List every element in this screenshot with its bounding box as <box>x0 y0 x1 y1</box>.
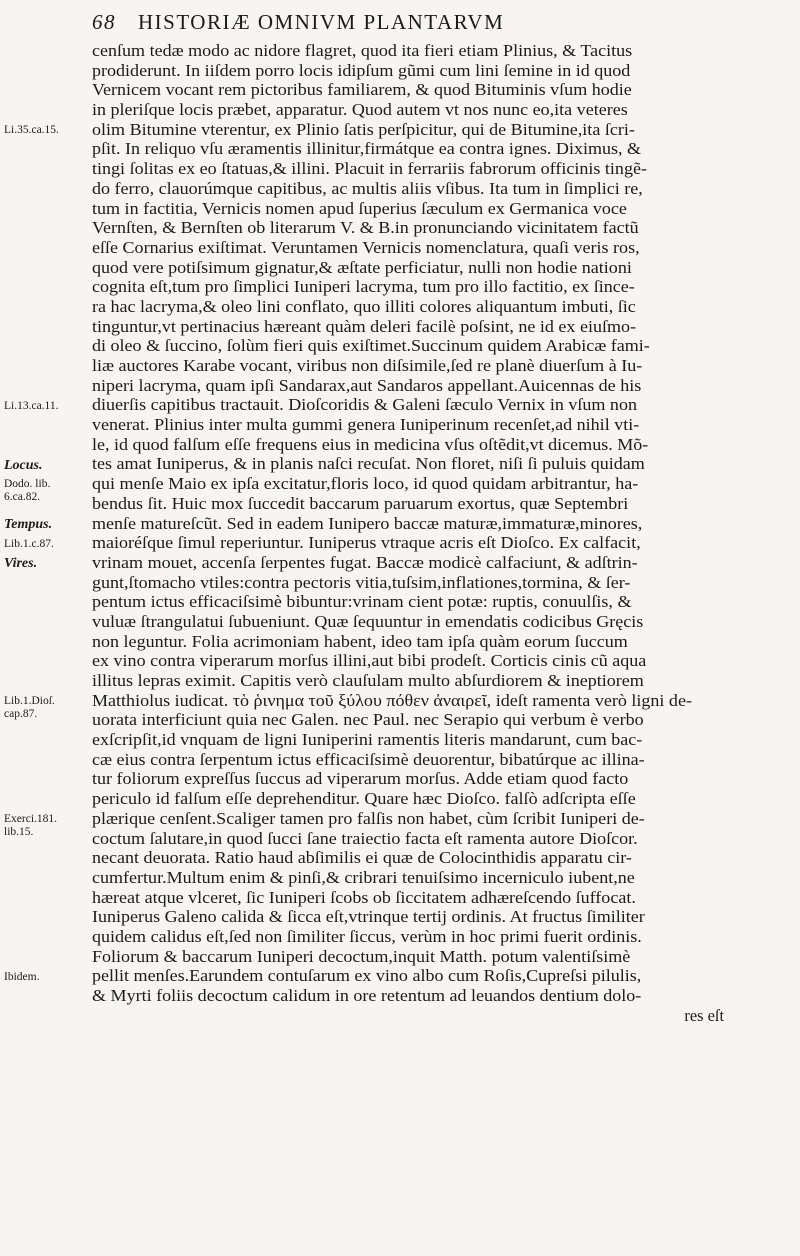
text-line: prodiderunt. In iiſdem porro locis idipſum gũmi cum lini ſemine in id quod <box>92 60 631 80</box>
margin-note: Tempus. <box>4 516 53 532</box>
text-line: periculo id falſum eſſe deprehenditur. Quare hæc Dioſco. falſò adſcripta eſſe <box>92 789 636 809</box>
text-line: quod vere potiſsimum gignatur,& æſtate perficiatur, nulli non hodie nationi <box>92 257 632 277</box>
text-line: quidem calidus eſt,ſed non ſimiliter ſiccus, verùm in hoc primi fuerit ordinis. <box>92 926 642 946</box>
text-line: Matthiolus iudicat. τὸ ῥινημα τοῦ ξύλου πόθεν ἀναιρεῖ, ideſt ramenta verò ligni de- <box>92 690 692 710</box>
text-line: tinguntur,vt pertinacius hæreant quàm deleri facilè poſsint, ne id ex eiuſmo- <box>92 316 637 336</box>
text-line: cæ eius contra ſerpentum ictus efficaciſsimè deuorentur, bibatúrque ac illina- <box>92 749 645 769</box>
text-line: menſe matureſcũt. Sed in eadem Iunipero baccæ maturæ,immaturæ,minores, <box>92 513 643 533</box>
text-line: cumfertur.Multum enim & pinſi,& cribrari tenuiſsimo incerniculo iubent,ne <box>92 867 635 887</box>
margin-note: Li.13.ca.11. <box>4 399 59 412</box>
text-line: maioréſque ſimul reperiuntur. Iuniperus vtraque acris eſt Dioſco. Ex calfacit, <box>92 533 641 553</box>
text-line: res eſt <box>684 1005 724 1025</box>
margin-note: Vires. <box>4 556 38 572</box>
text-line: pellit menſes.Earundem contuſarum ex vino albo cum Roſis,Cupreſsi pilulis, <box>92 966 642 986</box>
text-line: qui menſe Maio ex ipſa excitatur,floris loco, id quod quidam arbitrantur, ha- <box>92 474 639 494</box>
text-line: Vernſten, & Bernſten ob literarum V. & B.in pronunciando vicinitatem factũ <box>92 218 639 238</box>
text-line: pſit. In reliquo vſu æramentis illinitur,firmátque ea contra ignes. Diximus, & <box>92 139 642 159</box>
text-line: bendus ſit. Huic mox ſuccedit baccarum paruarum exortus, quæ Septembri <box>92 493 629 513</box>
margin-note: Li.35.ca.15. <box>4 123 59 136</box>
margin-note: Lib.1.Dioſ. cap.87. <box>4 695 55 721</box>
text-line: tum in factitia, Vernicis nomen apud ſuperius ſæculum ex Germanica voce <box>92 198 627 218</box>
text-line: do ferro, clauorúmque capitibus, ac multis aliis vſibus. Ita tum in ſimplici re, <box>92 178 643 198</box>
page-number: 68 <box>92 10 116 34</box>
text-line: uorata interficiunt quia nec Galen. nec Paul. nec Serapio qui verbum è verbo <box>92 710 644 730</box>
text-line: non leguntur. Folia acrimoniam habent, ideo tam ipſa quàm eorum ſuccum <box>92 631 628 651</box>
text-line: olim Bitumine vterentur, ex Plinio ſatis perſpicitur, qui de Bitumine,ita ſcri- <box>92 119 635 139</box>
margin-note: Locus. <box>4 457 43 473</box>
text-line: in pleriſque locis præbet, apparatur. Quod autem vt nos nunc eo,ita veteres <box>92 100 628 120</box>
text-line: & Myrti foliis decoctum calidum in ore retentum ad leuandos dentium dolo- <box>92 986 642 1005</box>
text-line: tur foliorum expreſſus ſuccus ad viperarum morſus. Adde etiam quod facto <box>92 769 629 789</box>
text-line: exſcripſit,id vnquam de ligni Iuniperini ramentis literis mandarunt, cum bac- <box>92 730 643 750</box>
body-text <box>92 41 724 1025</box>
margin-note: Ibidem. <box>4 970 40 983</box>
text-line: eſſe Cornarius exiſtimat. Veruntamen Vernicis nomenclatura, quaſi veris ros, <box>92 237 640 257</box>
text-line: niperi lacryma, quam ipſi Sandarax,aut Sandaros appellant.Auicennas de his <box>92 375 642 395</box>
text-line: ex vino contra viperarum morſus illini,aut bibi prodeſt. Corticis cinis cũ aqua <box>92 651 647 671</box>
text-line: pentum ictus efficaciſsimè bibuntur:vrinam cient potæ: ruptis, conuulſis, & <box>92 592 632 612</box>
text-line: coctum ſalutare,in quod ſucci ſane traiectio facta eſt ramenta autore Dioſcor. <box>92 828 638 848</box>
running-title: HISTORIÆ OMNIVM PLANTARVM <box>138 10 505 34</box>
text-line: hæreat atque vlceret, ſic Iuniperi ſcobs ob ſiccitatem adhæreſcendo ſuffocat. <box>92 887 636 907</box>
margin-note: Dodo. lib. 6.ca.82. <box>4 478 51 504</box>
text-line: venerat. Plinius inter multa gummi genera Iuniperinum recenſet,ad nihil vti- <box>92 415 640 435</box>
text-line: Vernicem vocant rem pictoribus familiarem, & quod Bituminis vſum hodie <box>92 80 632 100</box>
text-line: Iuniperus Galeno calida & ſicca eſt,vtrinque tertij ordinis. At fructus ſimiliter <box>92 907 645 927</box>
text-line: gunt,ſtomacho vtiles:contra pectoris vitia,tuſsim,inflationes,tormina, & ſer- <box>92 572 631 592</box>
text-line: vrinam mouet, accenſa ſerpentes fugat. Baccæ modicè calfaciunt, & adſtrin- <box>92 552 638 572</box>
text-line: diuerſis capitibus tractauit. Dioſcoridis & Galeni ſæculo Vernix in vſum non <box>92 395 637 415</box>
page-header <box>92 10 742 36</box>
text-line: tes amat Iuniperus, & in planis naſci recuſat. Non floret, niſi ſi puluis quidam <box>92 454 645 474</box>
text-line: illitus lepras eximit. Capitis verò clauſulam multo abſurdiorem & ineptiorem <box>92 671 644 690</box>
text-line: Foliorum & baccarum Iuniperi decoctum,inquit Matth. potum valentiſsimè <box>92 946 631 966</box>
margin-note: Lib.1.c.87. <box>4 537 54 550</box>
margin-note: Exerci.181. lib.15. <box>4 813 58 839</box>
text-line: necant deuorata. Ratio haud abſimilis ei quæ de Colocinthidis apparatu cir- <box>92 848 632 868</box>
text-line: plærique cenſent.Scaliger tamen pro falſis non habet, cùm ſcribit Iuniperi de- <box>92 808 645 828</box>
text-line: cenſum tedæ modo ac nidore flagret, quod ita fieri etiam Plinius, & Tacitus <box>92 41 633 60</box>
text-line: vuluæ ſtrangulatui ſubueniunt. Quæ ſequuntur in emendatis codicibus Gręcis <box>92 611 644 631</box>
text-line: le, id quod falſum eſſe frequens eius in medicina vſus oſtẽdit,vt dicemus. Mõ- <box>92 434 649 454</box>
text-line: di oleo & ſuccino, ſolùm fieri quis exiſtimet.Succinum quidem Arabicæ fami- <box>92 336 650 356</box>
text-line: tingi ſolitas ex eo ſtatuas,& illini. Placuit in ferrariis fabrorum officinis tingẽ- <box>92 159 647 179</box>
text-line: cognita eſt,tum pro ſimplici Iuniperi lacryma, tum pro illo factitio, ex ſince- <box>92 277 635 297</box>
text-line: liæ auctores Karabe vocant, viribus non diſsimile,ſed re planè diuerſum à Iu- <box>92 356 643 375</box>
text-line: ra hac lacryma,& oleo lini conflato, quo illiti colores aliquantum imbuti, ſic <box>92 296 636 316</box>
